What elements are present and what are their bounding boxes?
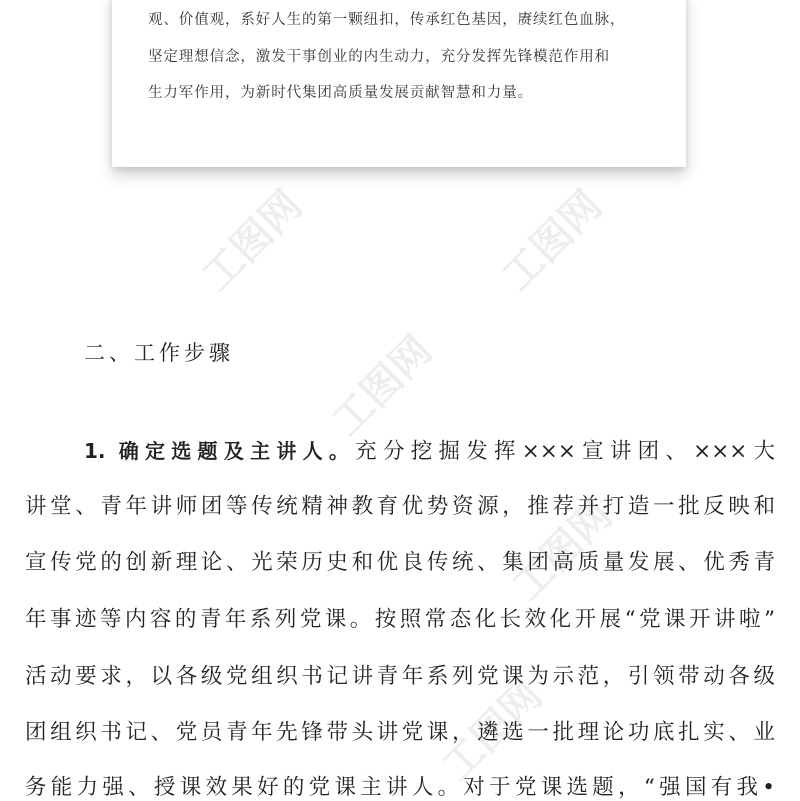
quote-line: 坚定理想信念，激发干事创业的内生动力，充分发挥先锋模范作用和 (148, 49, 610, 65)
item-lead: 1. 确定选题及主讲人。 (84, 439, 356, 463)
paragraph-line: 活动要求，以各级党组织书记讲青年系列党课为示范，引领带动各级 (25, 664, 775, 689)
paragraph-line: 宣传党的创新理论、光荣历史和优良传统、集团高质量发展、优秀青 (25, 550, 775, 575)
quote-line: 观、价值观，系好人生的第一颗纽扣，传承红色基因，赓续红色血脉， (148, 12, 626, 28)
watermark: 工图网 (493, 182, 612, 300)
section-heading: 二、工作步骤 (84, 341, 234, 365)
watermark: 工图网 (503, 492, 622, 610)
paragraph-line (84, 434, 775, 465)
paragraph-line: 讲堂、青年讲师团等传统精神教育优势资源，推荐并打造一批反映和 (25, 494, 775, 519)
watermark: 工图网 (193, 182, 312, 300)
paragraph-text: 充分挖掘发挥×××宣讲团、×××大 (355, 439, 775, 464)
watermark: 工图网 (433, 672, 552, 790)
paragraph-line: 团组织书记、党员青年先锋带头讲党课，遴选一批理论功底扎实、业 (25, 720, 775, 745)
quote-line: 生力军作用，为新时代集团高质量发展贡献智慧和力量。 (148, 85, 533, 101)
watermark: 工图网 (323, 327, 442, 445)
paragraph-line: 务能力强、授课效果好的党课主讲人。对于党课选题，“强国有我• (25, 775, 775, 800)
paragraph-line: 年事迹等内容的青年系列党课。按照常态化长效化开展“党课开讲啦” (25, 607, 775, 632)
